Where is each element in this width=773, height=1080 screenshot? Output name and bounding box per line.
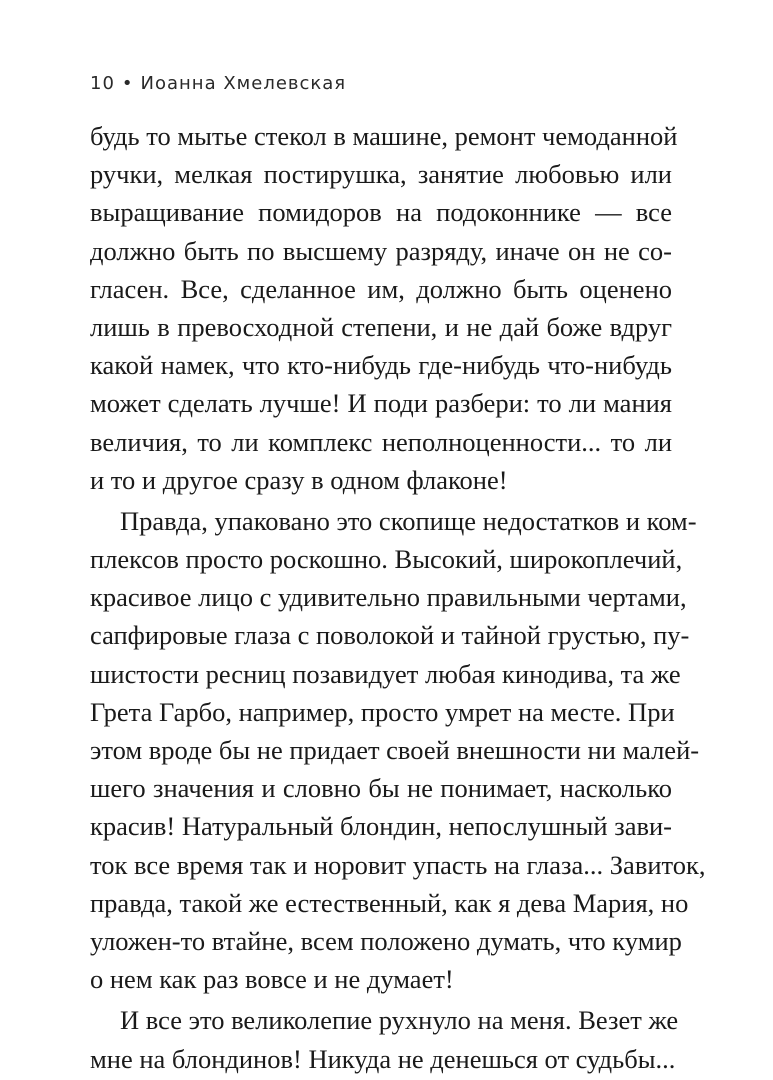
text-line: выращивание помидоров на подоконнике — все — [90, 197, 672, 228]
text-line: величия, то ли комплекс неполноценности... то ли — [90, 426, 672, 457]
text-line: лишь в превосходной степени, и не дай боже вдруг — [90, 311, 672, 342]
text-line: красив! Натуральный блондин, непослушный зави- — [90, 811, 672, 842]
text-line: гласен. Все, сделанное им, должно быть оценено — [90, 273, 672, 304]
text-line: будь то мытье стекол в машине, ремонт чемоданной — [90, 121, 678, 151]
text-line: уложен-то втайне, всем положено думать, что кумир — [90, 925, 682, 956]
author-name: Иоанна Хмелевская — [140, 73, 347, 94]
text-line: этом вроде бы не придает своей внешности ни малей- — [90, 735, 700, 765]
text-line: и то и другое сразу в одном флаконе! — [90, 464, 508, 495]
text-line: должно быть по высшему разряду, иначе он не со- — [90, 235, 672, 266]
body-text — [90, 117, 706, 1078]
running-head — [90, 73, 346, 94]
text-line: о нем как раз вовсе и не думает! — [90, 964, 454, 995]
text-line: мне на блондинов! Никуда не денешься от судьбы... — [90, 1043, 676, 1074]
text-line: шистости ресниц позавидует любая кинодива, та же — [90, 658, 681, 689]
text-line: правда, такой же естественный, как я дева Мария, но — [90, 887, 689, 918]
paragraph — [90, 117, 678, 499]
text-line: Правда, упаковано это скопище недостатков и ком- — [120, 505, 697, 536]
paragraph — [90, 502, 706, 998]
page-number: 10 — [90, 73, 115, 94]
text-line: плексов просто роскошно. Высокий, широкоплечий, — [90, 544, 683, 575]
text-line: ручки, мелкая постирушка, занятие любовью или — [90, 159, 672, 190]
paragraph — [90, 1001, 679, 1077]
text-line: ток все время так и норовит упасть на глаза... Завиток, — [90, 849, 706, 880]
text-line: красивое лицо с удивительно правильными чертами, — [90, 582, 687, 613]
text-line: может сделать лучше! И поди разбери: то ли мания — [90, 388, 672, 419]
text-line: сапфировые глаза с поволокой и тайной грустью, пу- — [90, 620, 690, 651]
header-separator: • — [121, 73, 134, 94]
text-line: И все это великолепие рухнуло на меня. Везет же — [120, 1005, 679, 1036]
text-line: какой намек, что кто-нибудь где-нибудь что-нибудь — [90, 350, 672, 381]
text-line: шего значения и словно бы не понимает, насколько — [90, 773, 672, 804]
text-line: Грета Гарбо, например, просто умрет на месте. При — [90, 696, 675, 727]
